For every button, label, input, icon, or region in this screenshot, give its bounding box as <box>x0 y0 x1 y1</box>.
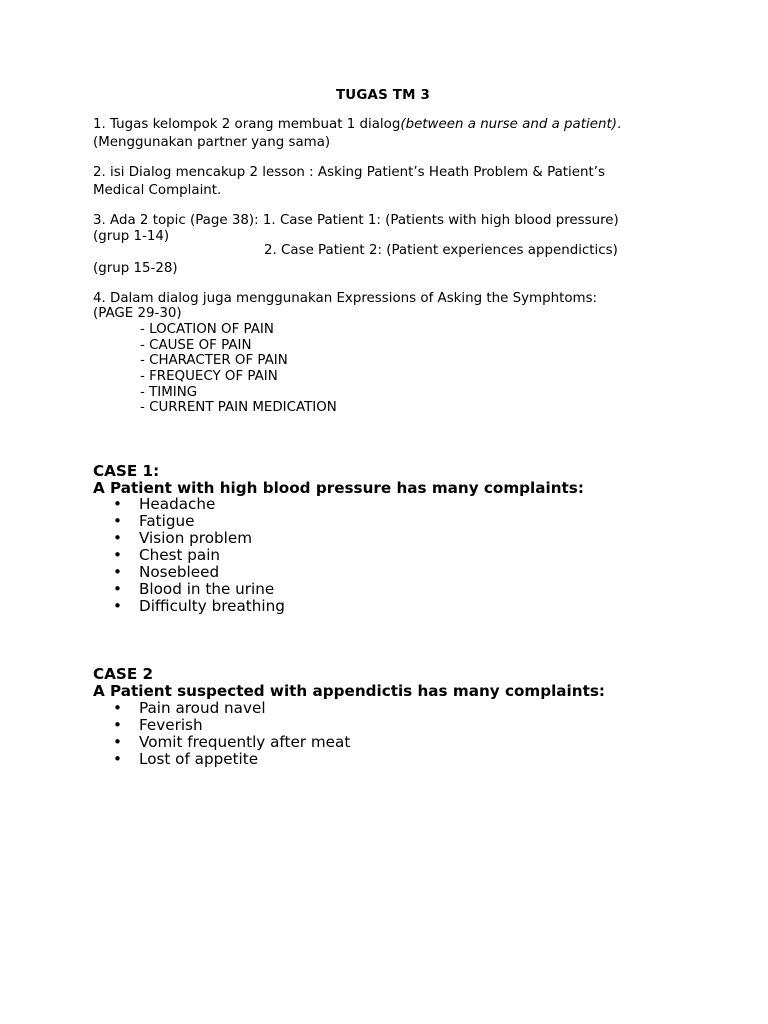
bullet-icon: • <box>113 563 122 581</box>
complaint-text: Feverish <box>139 716 203 734</box>
symptom-item: - CHARACTER OF PAIN <box>140 353 288 368</box>
item-3-line-2: (grup 1-14) <box>93 229 170 244</box>
item-3-line-1: 3. Ada 2 topic (Page 38): 1. Case Patient 1: (Patients with high blood pressure) <box>93 213 619 228</box>
list-item <box>113 597 285 615</box>
list-item <box>113 512 194 530</box>
list-item <box>113 495 215 513</box>
symptom-item: - CURRENT PAIN MEDICATION <box>140 400 337 415</box>
bullet-icon: • <box>113 699 122 717</box>
item-2-line-2: Medical Complaint. <box>93 183 222 198</box>
list-item <box>113 750 258 768</box>
complaint-text: Lost of appetite <box>139 750 259 768</box>
bullet-icon: • <box>113 529 122 547</box>
page-title: TUGAS TM 3 <box>335 88 431 103</box>
item-3-line-4: (grup 15-28) <box>93 261 178 276</box>
item-1-line-1 <box>93 117 621 133</box>
list-item <box>113 716 203 734</box>
list-item <box>113 699 266 717</box>
complaint-text: Nosebleed <box>139 563 220 581</box>
symptom-item: - TIMING <box>140 385 198 400</box>
complaint-text: Pain aroud navel <box>139 699 266 717</box>
case-2-subheading: A Patient suspected with appendictis has many complaints: <box>93 682 605 700</box>
bullet-icon: • <box>113 495 122 513</box>
complaint-text: Chest pain <box>139 546 221 564</box>
case-2-heading: CASE 2 <box>93 665 154 683</box>
bullet-icon: • <box>113 512 122 530</box>
list-item <box>113 529 252 547</box>
complaint-text: Headache <box>139 495 216 513</box>
symptom-item: - LOCATION OF PAIN <box>140 322 274 337</box>
bullet-icon: • <box>113 716 122 734</box>
list-item <box>113 563 219 581</box>
bullet-icon: • <box>113 546 122 564</box>
symptom-item: - CAUSE OF PAIN <box>140 338 252 353</box>
list-item <box>113 733 350 751</box>
complaint-text: Vomit frequently after meat <box>139 733 351 751</box>
item-1-text: 1. Tugas kelompok 2 orang membuat 1 dialog <box>93 117 401 132</box>
item-1-suffix: . <box>616 117 622 132</box>
item-4-line-1: 4. Dalam dialog juga menggunakan Expressions of Asking the Symphtoms: <box>93 291 598 306</box>
complaint-text: Blood in the urine <box>139 580 275 598</box>
item-1-italic: (between a nurse and a patient) <box>400 117 617 132</box>
symptom-item: - FREQUECY OF PAIN <box>140 369 278 384</box>
item-4-line-2: (PAGE 29-30) <box>93 306 182 321</box>
case-1-heading: CASE 1: <box>93 462 160 480</box>
bullet-icon: • <box>113 750 122 768</box>
case-1-subheading: A Patient with high blood pressure has many complaints: <box>93 479 584 497</box>
item-2-line-1: 2. isi Dialog mencakup 2 lesson : Asking Patient’s Heath Problem & Patient’s <box>93 165 605 180</box>
bullet-icon: • <box>113 733 122 751</box>
item-3-line-3: 2. Case Patient 2: (Patient experiences appendictics) <box>264 243 618 258</box>
complaint-text: Vision problem <box>139 529 252 547</box>
list-item <box>113 580 274 598</box>
bullet-icon: • <box>113 580 122 598</box>
list-item <box>113 546 220 564</box>
complaint-text: Difficulty breathing <box>139 597 285 615</box>
bullet-icon: • <box>113 597 122 615</box>
item-1-line-2: (Menggunakan partner yang sama) <box>93 135 331 150</box>
complaint-text: Fatigue <box>139 512 195 530</box>
